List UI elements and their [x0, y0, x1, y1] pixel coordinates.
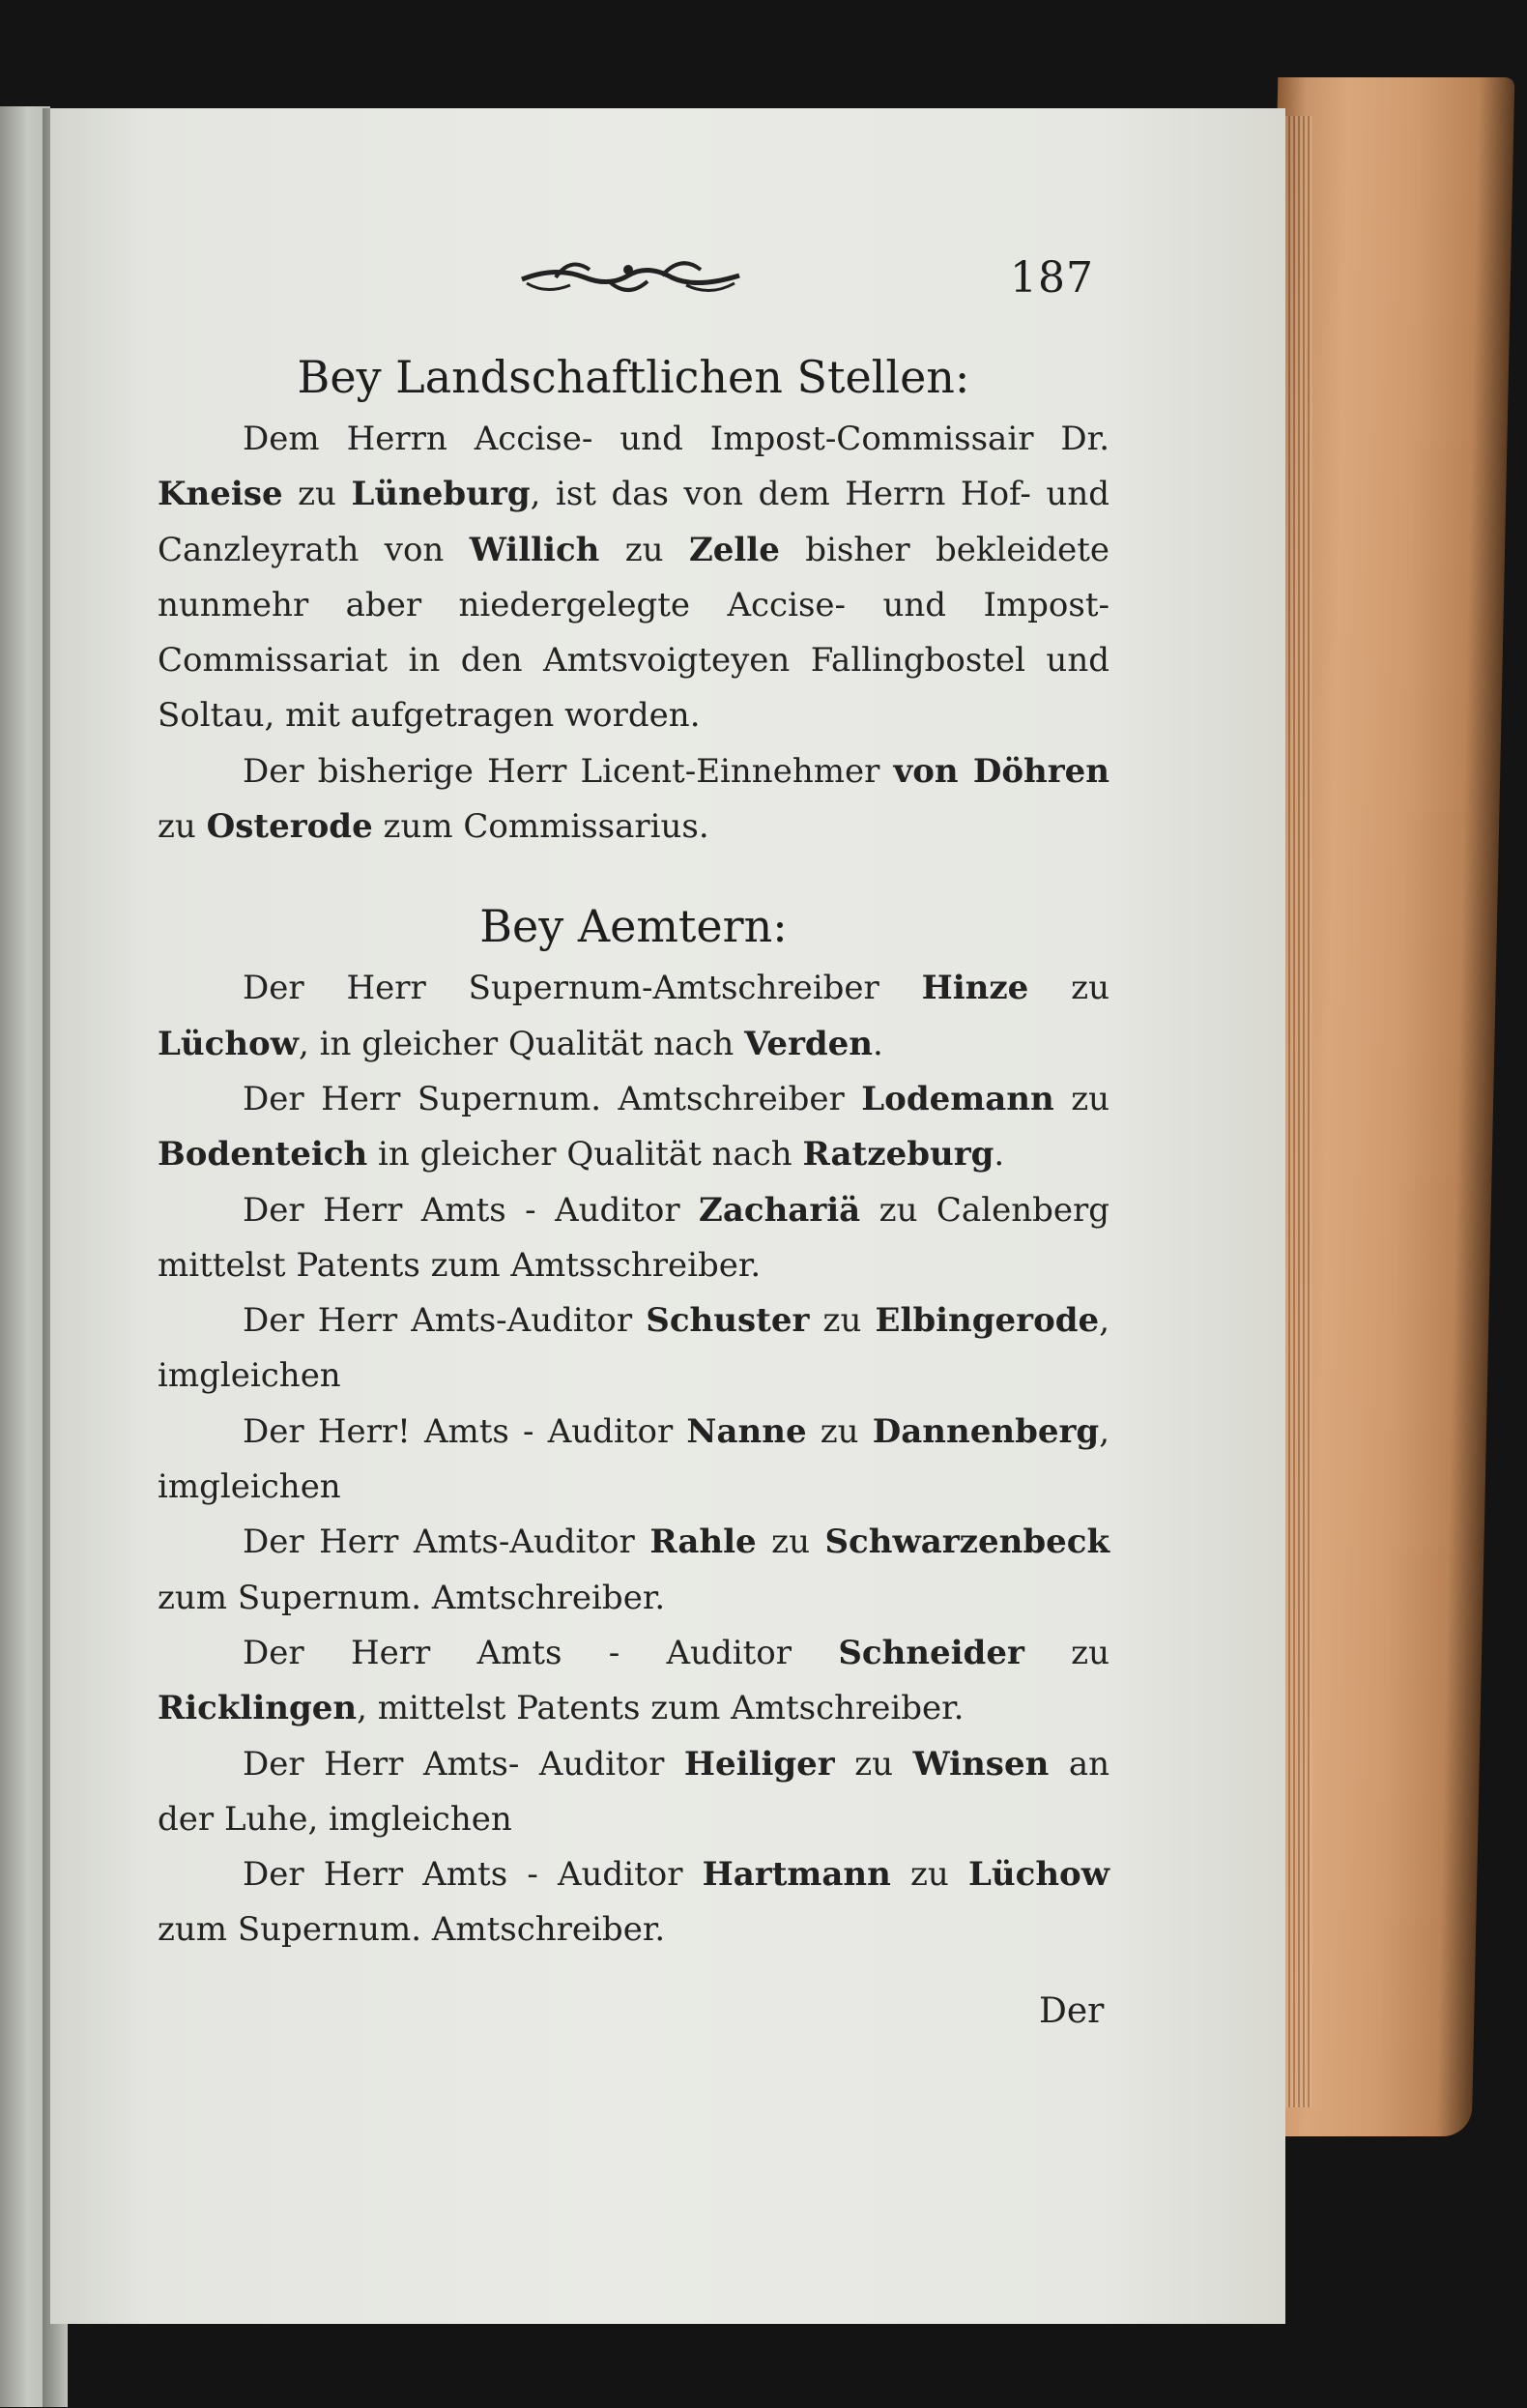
paragraph: Dem Herrn Accise- und Impost-Commissair Dr. Kneise zu Lüneburg, ist das von dem Herrn Hof- und Canzleyrath von Willich zu Zelle bisher bekleidete nunmehr aber niedergelegte Accise- und Impost-Commissariat in den Amtsvoigteyen Fallingbostel und Soltau, mit aufgetragen worden.	[158, 420, 1109, 736]
paragraph: Der Herr Amts- Auditor Heiliger zu Winsen an der Luhe, imgleichen	[158, 1744, 1109, 1839]
paragraph: Der Herr Amts-Auditor Rahle zu Schwarzenbeck zum Supernum. Amtschreiber.	[158, 1523, 1109, 1617]
text-block	[158, 348, 1109, 1958]
paragraph: Der bisherige Herr Licent-Einnehmer von Döhren zu Osterode zum Commissarius.	[158, 751, 1109, 847]
catchword: Der	[1039, 1991, 1105, 2031]
paragraph: Der Herr! Amts - Auditor Nanne zu Dannenberg, imgleichen	[158, 1411, 1109, 1507]
paragraph: Der Herr Amts - Auditor Schneider zu Ricklingen, mittelst Patents zum Amtschreiber.	[158, 1633, 1109, 1728]
paragraph: Der Herr Supernum. Amtschreiber Lodemann zu Bodenteich in gleicher Qualität nach Ratzeburg.	[158, 1079, 1109, 1175]
paragraph: Der Herr Amts-Auditor Schuster zu Elbingerode, imgleichen	[158, 1301, 1109, 1396]
paragraph: Der Herr Amts - Auditor Hartmann zu Lüchow zum Supernum. Amtschreiber.	[158, 1855, 1109, 1950]
section-heading-landschaft: Bey Landschaftlichen Stellen:	[297, 351, 970, 403]
paragraph: Der Herr Supernum-Amtschreiber Hinze zu Lüchow, in gleicher Qualität nach Verden.	[158, 969, 1109, 1063]
page-number: 187	[1010, 253, 1094, 303]
ornament-icon	[517, 248, 744, 306]
section-heading-aemter: Bey Aemtern:	[479, 900, 788, 953]
paragraph: Der Herr Amts - Auditor Zachariä zu Calenberg mittelst Patents zum Amtsschreiber.	[158, 1190, 1109, 1285]
